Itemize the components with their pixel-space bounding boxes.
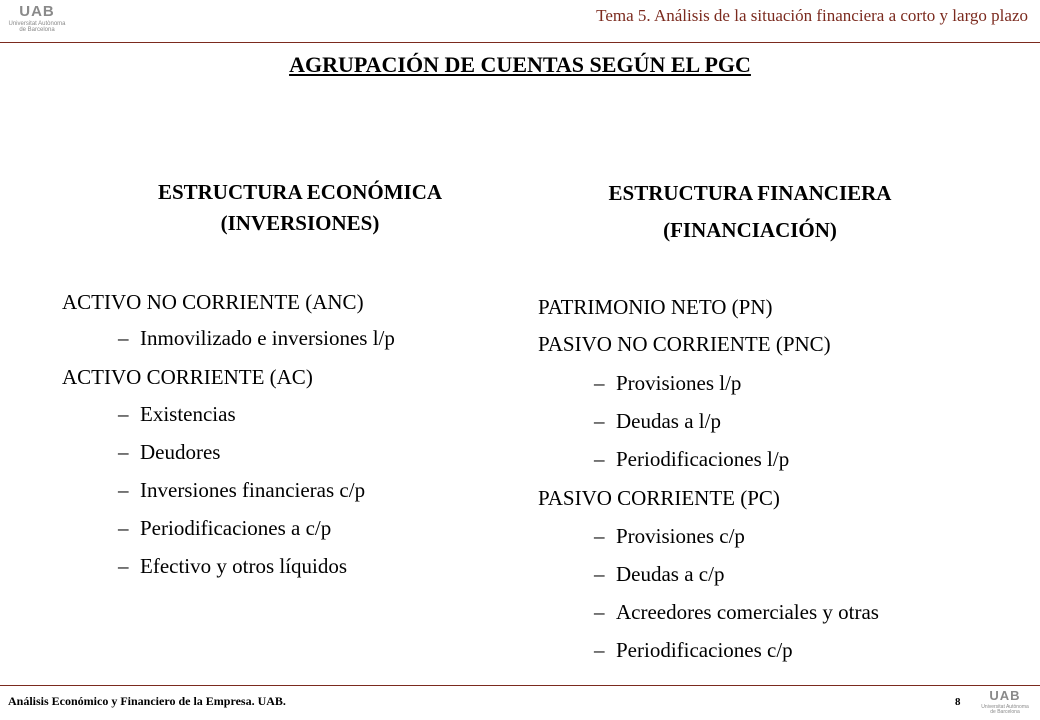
footer-course-title: Análisis Económico y Financiero de la Empresa. UAB. (8, 694, 286, 708)
list-item: – Deudas a c/p (594, 562, 725, 586)
list-item: – Existencias (118, 402, 236, 426)
header-title: Tema 5. Análisis de la situación financiera a corto y largo plazo (596, 6, 1028, 25)
logo-subtitle: Universitat Autònoma de Barcelona (8, 21, 66, 33)
left-heading-line1: ESTRUCTURA ECONÓMICA (157, 180, 443, 204)
slide-title: AGRUPACIÓN DE CUENTAS SEGÚN EL PGC (289, 52, 751, 77)
list-item: PATRIMONIO NETO (PN) (538, 295, 773, 319)
list-item: – Efectivo y otros líquidos (118, 554, 348, 578)
logo-subtitle: Universitat Autònoma de Barcelona (981, 704, 1029, 715)
logo-mark: UAB (989, 688, 1021, 703)
page-number: 8 (955, 696, 961, 708)
list-item: – Provisiones c/p (594, 524, 745, 548)
footer-divider (0, 685, 1040, 686)
header-divider (0, 42, 1040, 43)
right-heading-line1: ESTRUCTURA FINANCIERA (608, 181, 892, 205)
list-item: – Provisiones l/p (594, 371, 742, 395)
uab-logo-footer (980, 688, 1030, 715)
list-item: – Periodificaciones l/p (594, 447, 790, 471)
list-item: ACTIVO CORRIENTE (AC) (62, 365, 313, 389)
list-item: – Deudas a l/p (594, 409, 721, 433)
logo-mark: UAB (19, 3, 55, 20)
list-item: – Acreedores comerciales y otras (594, 600, 879, 624)
left-heading-line2: (INVERSIONES) (220, 211, 380, 235)
list-item: – Periodificaciones c/p (594, 638, 793, 662)
right-heading-line2: (FINANCIACIÓN) (663, 218, 837, 242)
list-item: – Periodificaciones a c/p (118, 516, 332, 540)
list-item: ACTIVO NO CORRIENTE (ANC) (62, 290, 364, 314)
list-item: – Inmovilizado e inversiones l/p (118, 326, 395, 350)
list-item: PASIVO CORRIENTE (PC) (538, 486, 780, 510)
list-item: – Deudores (118, 440, 221, 464)
list-item: PASIVO NO CORRIENTE (PNC) (538, 332, 831, 356)
uab-logo (8, 4, 66, 33)
list-item: – Inversiones financieras c/p (118, 478, 366, 502)
